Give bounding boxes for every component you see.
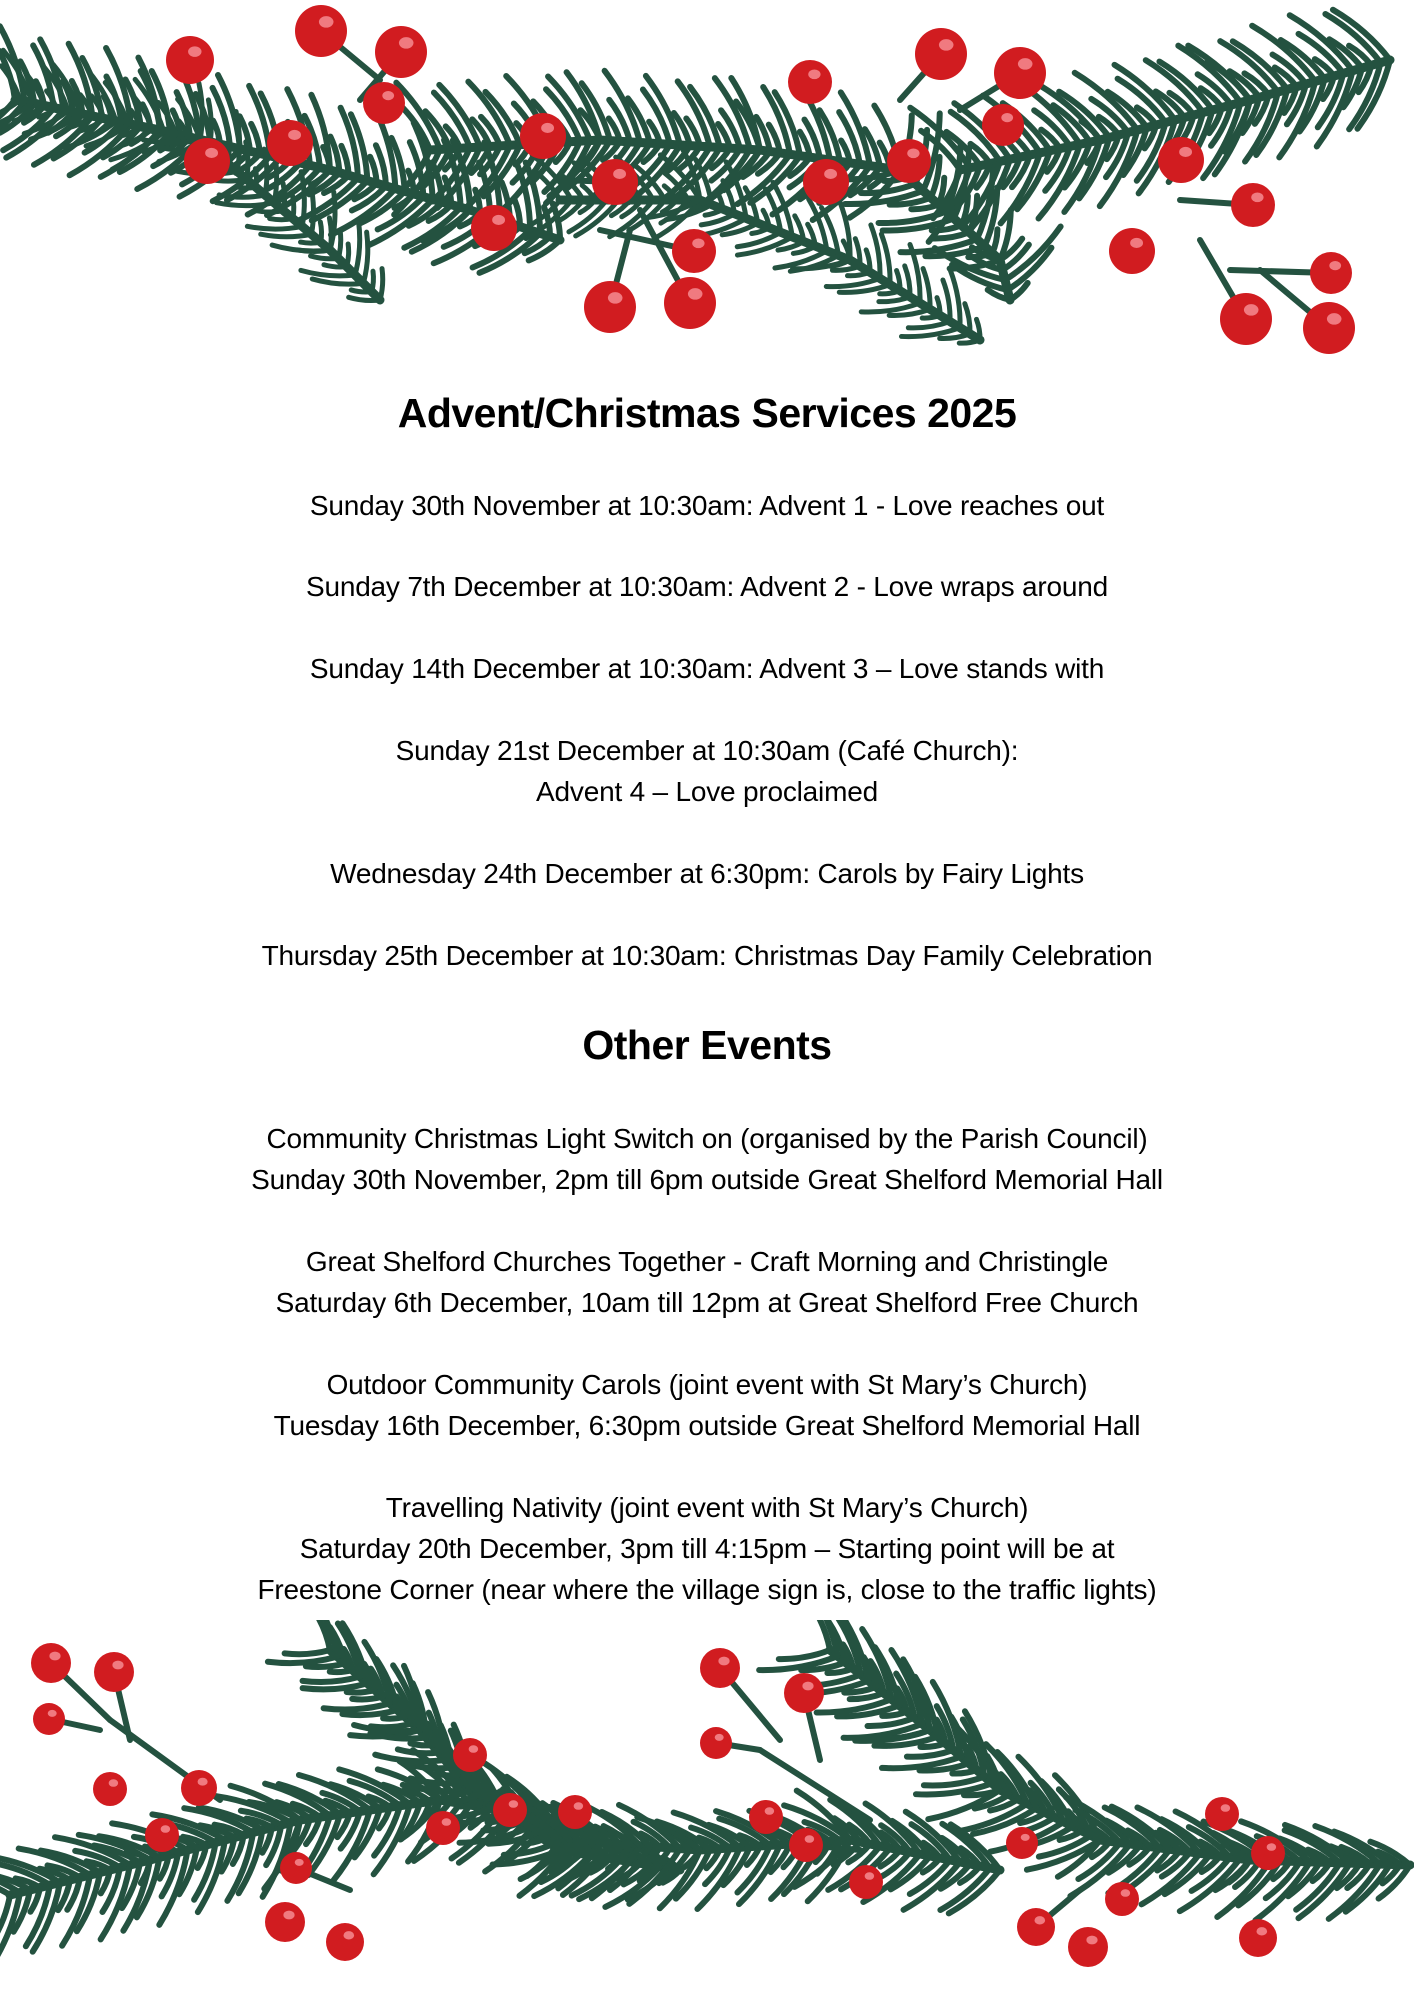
event-line: Travelling Nativity (joint event with St Mary’s Church)	[385, 1492, 1029, 1523]
event-line: Outdoor Community Carols (joint event with St Mary’s Church)	[326, 1369, 1088, 1400]
event-line: Saturday 20th December, 3pm till 4:15pm – Starting point will be at	[299, 1533, 1115, 1564]
event-line: Sunday 30th November, 2pm till 6pm outside Great Shelford Memorial Hall	[251, 1164, 1163, 1195]
service-line: Sunday 7th December at 10:30am: Advent 2 - Love wraps around	[305, 571, 1109, 602]
service-line: Sunday 30th November at 10:30am: Advent 1 - Love reaches out	[309, 490, 1105, 521]
holly-berries	[31, 1643, 1285, 1967]
event-line: Community Christmas Light Switch on (organised by the Parish Council)	[266, 1123, 1148, 1154]
service-line: Thursday 25th December at 10:30am: Christmas Day Family Celebration	[261, 940, 1153, 971]
other-events-heading: Other Events	[582, 1022, 832, 1068]
event-line: Great Shelford Churches Together - Craft Morning and Christingle	[305, 1246, 1109, 1277]
services-heading: Advent/Christmas Services 2025	[397, 390, 1017, 436]
service-line: Sunday 14th December at 10:30am: Advent 3 – Love stands with	[309, 653, 1105, 684]
event-line: Freestone Corner (near where the village sign is, close to the traffic lights)	[257, 1574, 1157, 1605]
event-line: Saturday 6th December, 10am till 12pm at Great Shelford Free Church	[275, 1287, 1139, 1318]
service-line: Advent 4 – Love proclaimed	[536, 776, 878, 807]
service-line: Sunday 21st December at 10:30am (Café Church):	[395, 735, 1019, 766]
bottom-pine-garland-icon	[0, 1620, 1414, 2000]
event-line: Tuesday 16th December, 6:30pm outside Great Shelford Memorial Hall	[273, 1410, 1141, 1441]
service-line: Wednesday 24th December at 6:30pm: Carols by Fairy Lights	[330, 858, 1084, 889]
top-pine-garland-icon	[0, 0, 1414, 370]
